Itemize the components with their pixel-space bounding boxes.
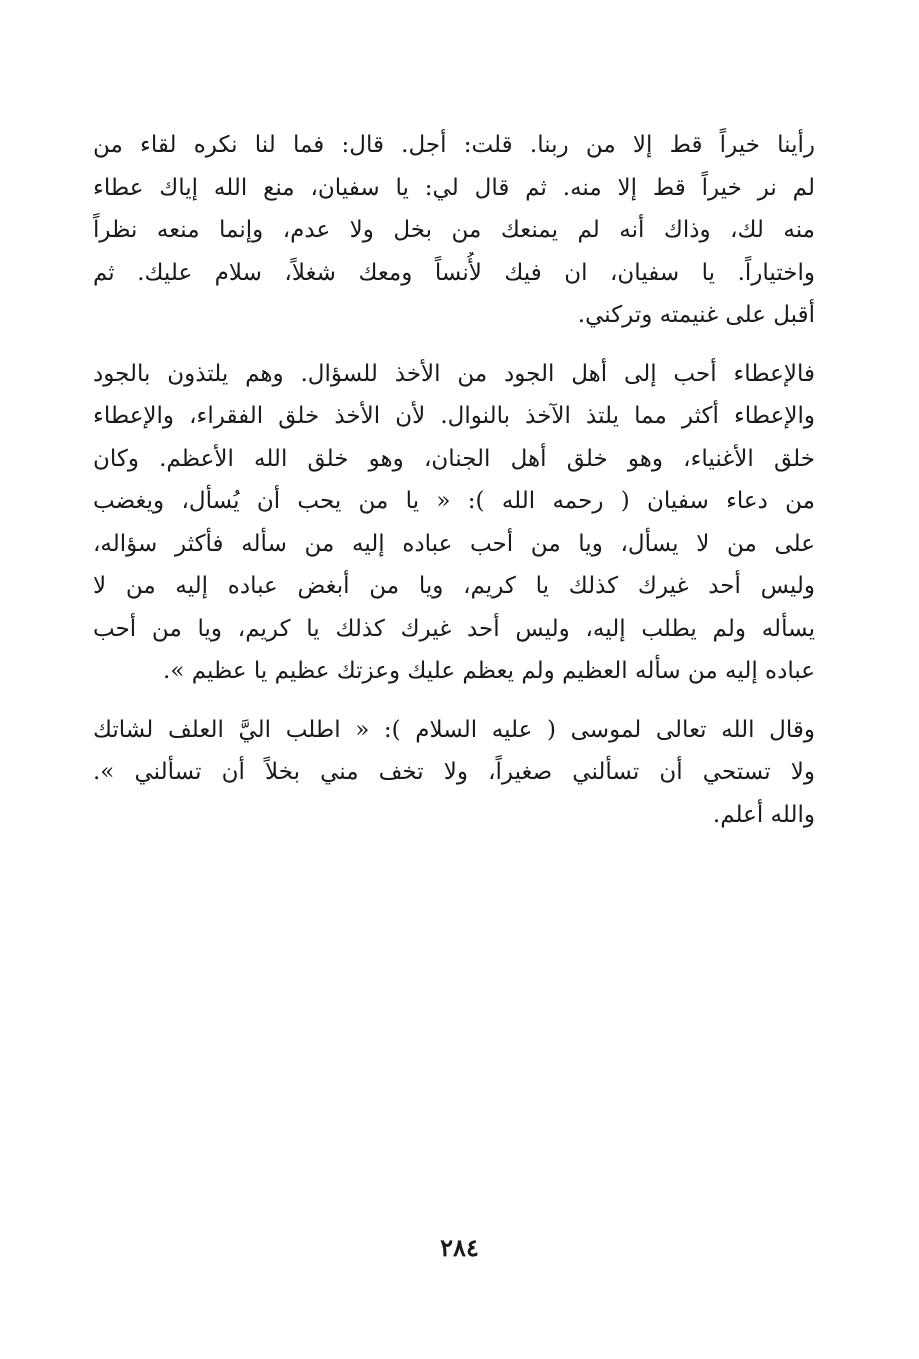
text-line: وقال الله تعالى لموسى ( عليه السلام ): « اطلب اليَّ العلف لشاتك (93, 716, 815, 743)
text-line: لم نر خيراً قط إلا منه. ثم قال لي: يا سفيان، منع الله إياك عطاء (93, 174, 815, 201)
text-line: يسأله ولم يطلب إليه، وليس أحد غيرك كذلك يا كريم، ويا من أحب (93, 615, 815, 642)
text-line: رأينا خيراً قط إلا من ربنا. قلت: أجل. قال: فما لنا نكره لقاء من (93, 132, 815, 158)
paragraph-1 (93, 124, 815, 337)
text-line: ولا تستحي أن تسألني صغيراً، ولا تخف مني بخلاً أن تسألني ». (93, 759, 815, 785)
text-line: والله أعلم. (712, 801, 815, 828)
paragraph-2 (93, 353, 815, 693)
paragraph-3 (93, 709, 815, 837)
text-line: منه لك، وذاك أنه لم يمنعك من بخل ولا عدم، وإنما منعه نظراً (93, 217, 815, 243)
text-line: والإعطاء أكثر مما يلتذ الآخذ بالنوال. لأن الأخذ خلق الفقراء، والإعطاء (93, 403, 815, 429)
text-line: من دعاء سفيان ( رحمه الله ): « يا من يحب أن يُسأل، ويغضب (93, 488, 815, 514)
text-line: أقبل على غنيمته وتركني. (577, 302, 815, 328)
text-line: عباده إليه من سأله العظيم ولم يعظم عليك وعزتك عظيم يا عظيم ». (163, 658, 815, 684)
text-line: واختياراً. يا سفيان، ان فيك لأُنساً ومعك شغلاً، سلام عليك. ثم (93, 259, 815, 286)
text-line: فالإعطاء أحب إلى أهل الجود من الأخذ للسؤال. وهم يلتذون بالجود (93, 360, 815, 387)
text-line: وليس أحد غيرك كذلك يا كريم، ويا من أبغض عباده إليه من لا (93, 573, 815, 599)
text-line: على من لا يسأل، ويا من أحب عباده إليه من سأله فأكثر سؤاله، (93, 530, 815, 557)
body-text (93, 124, 815, 852)
page-number: ٢٨٤ (440, 1233, 479, 1262)
text-line: خلق الأغنياء، وهو خلق أهل الجنان، وهو خلق الله الأعظم. وكان (93, 445, 815, 472)
